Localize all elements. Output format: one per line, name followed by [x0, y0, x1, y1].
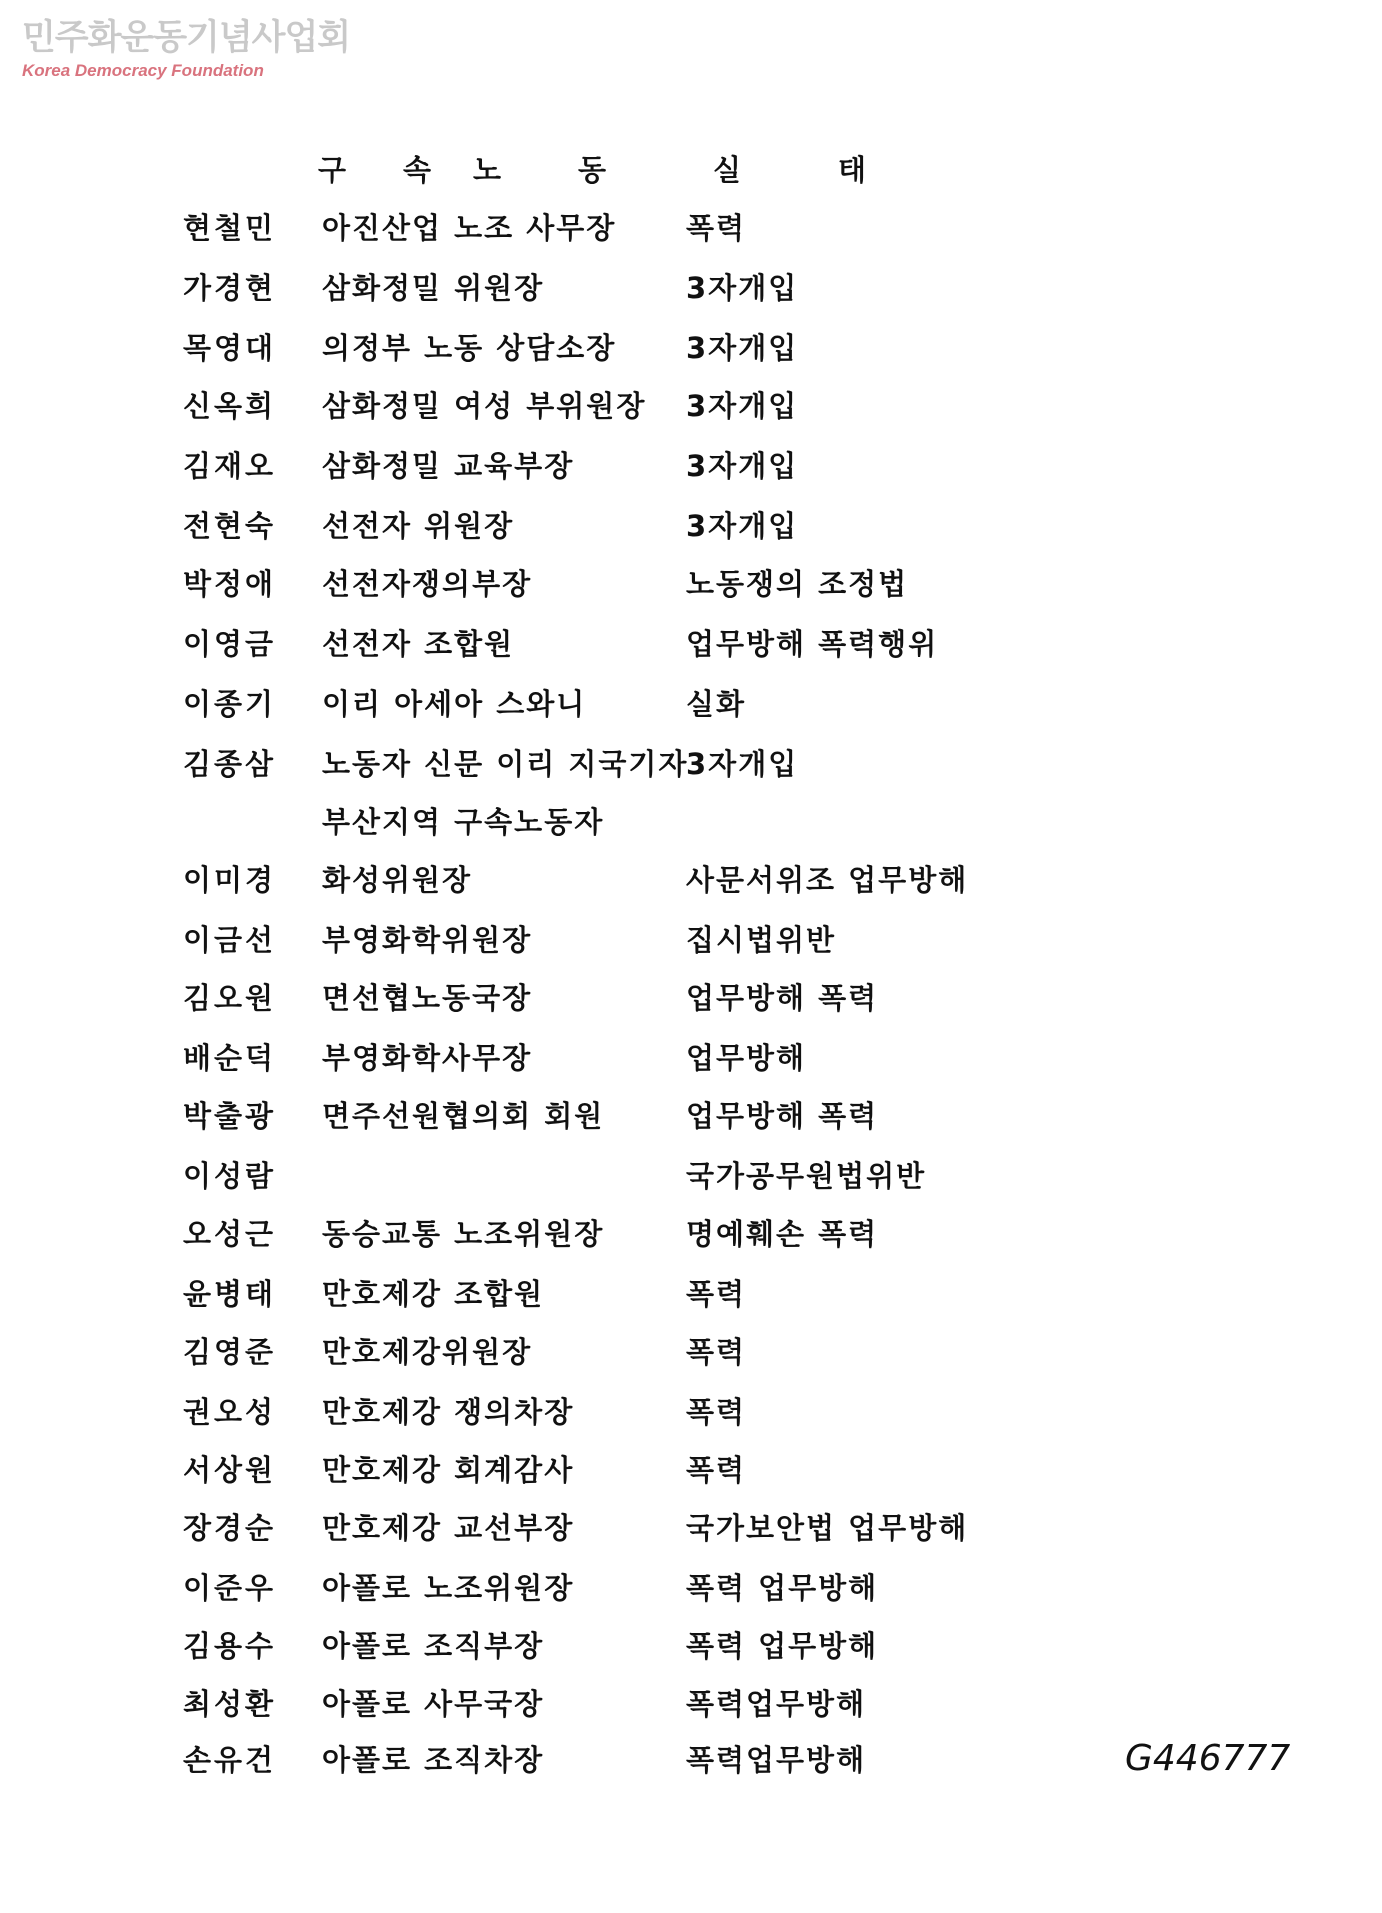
title-char: 속: [403, 153, 432, 187]
charge-cell: 3자개입: [686, 271, 799, 305]
position-cell: 선전자쟁의부장: [322, 567, 533, 601]
charge-cell: 사문서위조 업무방해: [686, 863, 969, 897]
name-cell: 배순덕: [183, 1041, 277, 1075]
position-cell: 아폴로 조직차장: [322, 1743, 545, 1777]
list-row: [0, 1276, 1382, 1316]
position-cell: 삼화정밀 여성 부위원장: [322, 389, 647, 423]
name-cell: 전현숙: [183, 509, 277, 543]
name-cell: 오성근: [183, 1217, 277, 1251]
title-char: 태: [838, 153, 867, 187]
name-cell: 박정애: [183, 567, 277, 601]
position-cell: 만호제강 교선부장: [322, 1511, 575, 1545]
position-cell: 선전자 조합원: [322, 627, 515, 661]
position-cell: 삼화정밀 교육부장: [322, 449, 575, 483]
charge-cell: 실화: [686, 687, 747, 721]
list-row: [0, 862, 1382, 902]
charge-cell: 3자개입: [686, 449, 799, 483]
position-cell: 부산지역 구속노동자: [322, 805, 605, 839]
position-cell: 아폴로 노조위원장: [322, 1571, 575, 1605]
list-row: [0, 1628, 1382, 1668]
name-cell: 손유건: [183, 1743, 277, 1777]
position-cell: 면주선원협의회 회원: [322, 1099, 605, 1133]
position-cell: 동승교통 노조위원장: [322, 1217, 605, 1251]
name-cell: 이미경: [183, 863, 277, 897]
position-cell: 만호제강 조합원: [322, 1277, 545, 1311]
list-row: [0, 1158, 1382, 1198]
charge-cell: 업무방해 폭력행위: [686, 627, 939, 661]
name-cell: 김영준: [183, 1335, 277, 1369]
position-cell: 선전자 위원장: [322, 509, 515, 543]
charge-cell: 폭력업무방해: [686, 1743, 867, 1777]
title-char: 노: [473, 153, 502, 187]
list-row: [0, 1686, 1382, 1726]
name-cell: 박출광: [183, 1099, 277, 1133]
charge-cell: 폭력 업무방해: [686, 1571, 879, 1605]
name-cell: 권오성: [183, 1395, 277, 1429]
list-row: [0, 210, 1382, 250]
position-cell: 아폴로 사무국장: [322, 1687, 545, 1721]
charge-cell: 폭력 업무방해: [686, 1629, 879, 1663]
charge-cell: 집시법위반: [686, 923, 837, 957]
charge-cell: 국가보안법 업무방해: [686, 1511, 969, 1545]
position-cell: 의정부 노동 상담소장: [322, 331, 617, 365]
name-cell: 목영대: [183, 331, 277, 365]
watermark-english: Korea Democracy Foundation: [22, 61, 264, 80]
charge-cell: 업무방해 폭력: [686, 1099, 879, 1133]
charge-cell: 노동쟁의 조정법: [686, 567, 909, 601]
position-cell: 만호제강 회계감사: [322, 1453, 575, 1487]
charge-cell: 3자개입: [686, 389, 799, 423]
name-cell: 서상원: [183, 1453, 277, 1487]
name-cell: 이금선: [183, 923, 277, 957]
list-row: [0, 1570, 1382, 1610]
name-cell: 이영금: [183, 627, 277, 661]
list-row: [0, 1510, 1382, 1550]
position-cell: 아진산업 노조 사무장: [322, 211, 617, 245]
list-row: [0, 270, 1382, 310]
name-cell: 최성환: [183, 1687, 277, 1721]
position-cell: 면선협노동국장: [322, 981, 533, 1015]
name-cell: 김용수: [183, 1629, 277, 1663]
list-row: [0, 746, 1382, 786]
list-row: [0, 1452, 1382, 1492]
list-row: [0, 448, 1382, 488]
charge-cell: 폭력: [686, 1395, 747, 1429]
name-cell: 김종삼: [183, 747, 277, 781]
name-cell: 신옥희: [183, 389, 277, 423]
list-row: [0, 922, 1382, 962]
list-row: [0, 804, 1382, 844]
position-cell: 아폴로 조직부장: [322, 1629, 545, 1663]
list-row: [0, 1216, 1382, 1256]
charge-cell: 명예훼손 폭력: [686, 1217, 879, 1251]
charge-cell: 업무방해: [686, 1041, 807, 1075]
charge-cell: 업무방해 폭력: [686, 981, 879, 1015]
list-row: [0, 980, 1382, 1020]
list-row: [0, 1334, 1382, 1374]
list-row: [0, 566, 1382, 606]
title-char: 동: [578, 153, 607, 187]
list-row: [0, 1098, 1382, 1138]
name-cell: 이준우: [183, 1571, 277, 1605]
watermark-korean: 민주화운동기념사업회: [22, 18, 351, 58]
charge-cell: 3자개입: [686, 331, 799, 365]
position-cell: 노동자 신문 이리 지국기자: [322, 747, 689, 781]
charge-cell: 3자개입: [686, 509, 799, 543]
charge-cell: 폭력: [686, 1453, 747, 1487]
name-cell: 장경순: [183, 1511, 277, 1545]
charge-cell: 국가공무원법위반: [686, 1159, 927, 1193]
position-cell: 이리 아세아 스와니: [322, 687, 587, 721]
list-row: [0, 626, 1382, 666]
document-id: G446777: [1125, 1738, 1291, 1779]
title-char: 실: [713, 153, 742, 187]
position-cell: 부영화학사무장: [322, 1041, 533, 1075]
name-cell: 현철민: [183, 211, 277, 245]
list-row: [0, 1394, 1382, 1434]
position-cell: 삼화정밀 위원장: [322, 271, 545, 305]
position-cell: 화성위원장: [322, 863, 473, 897]
name-cell: 윤병태: [183, 1277, 277, 1311]
charge-cell: 3자개입: [686, 747, 799, 781]
list-row: [0, 330, 1382, 370]
list-row: [0, 508, 1382, 548]
list-row: [0, 1040, 1382, 1080]
name-cell: 이성람: [183, 1159, 277, 1193]
name-cell: 가경현: [183, 271, 277, 305]
charge-cell: 폭력: [686, 1277, 747, 1311]
position-cell: 만호제강 쟁의차장: [322, 1395, 575, 1429]
name-cell: 김재오: [183, 449, 277, 483]
name-cell: 김오원: [183, 981, 277, 1015]
position-cell: 부영화학위원장: [322, 923, 533, 957]
title-char: 구: [318, 153, 347, 187]
charge-cell: 폭력업무방해: [686, 1687, 867, 1721]
list-row: [0, 686, 1382, 726]
name-cell: 이종기: [183, 687, 277, 721]
list-row: [0, 388, 1382, 428]
charge-cell: 폭력: [686, 1335, 747, 1369]
charge-cell: 폭력: [686, 211, 747, 245]
position-cell: 만호제강위원장: [322, 1335, 533, 1369]
